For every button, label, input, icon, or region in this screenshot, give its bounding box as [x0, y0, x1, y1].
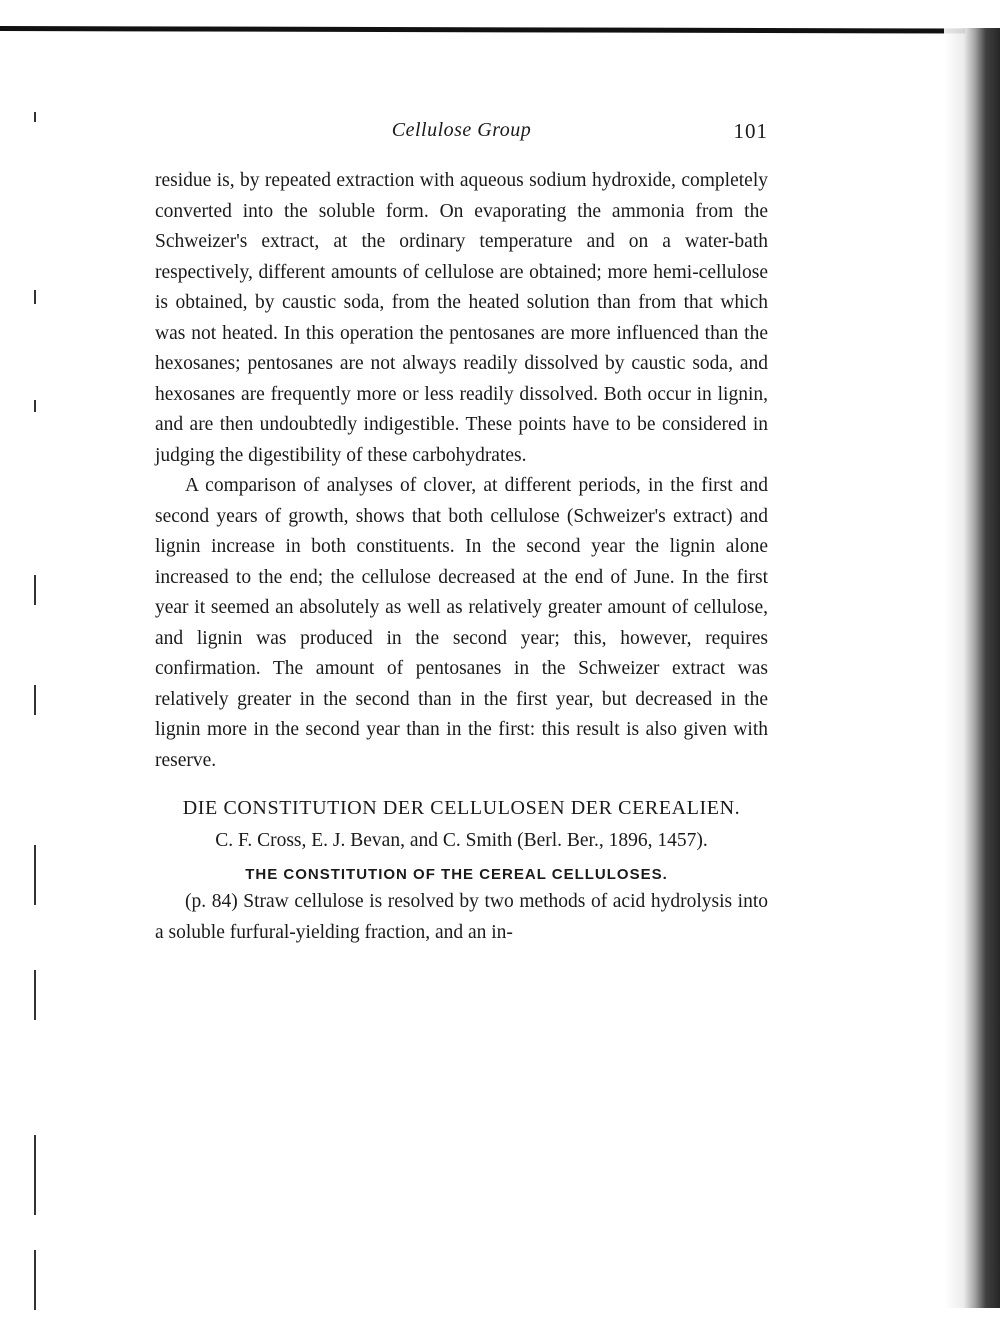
section-german-title: DIE CONSTITUTION DER CELLULOSEN DER CEREALIEN. — [182, 797, 741, 819]
section-english-title: THE CONSTITUTION OF THE CEREAL CELLULOSES. — [245, 866, 668, 883]
page-number: 101 — [733, 119, 768, 143]
section-authors: C. F. Cross, E. J. Bevan, and C. Smith (Berl. Ber., 1896, 1457). — [215, 830, 708, 851]
body-paragraph-2: A comparison of analyses of clover, at different periods, in the first and second years of growth, shows that both cellulose (Schweizer's extract) and lignin increase in both constituents. In the second year the lignin alone increased to the end; the cellulose decreased at the end of June. In the first year it seemed an absolutely as well as relatively greater amount of cellulose, and lignin was produced in the second year; this, however, requires confirmation. The amount of pentosanes in the Schweizer extract was relatively greater in the second than in the first year, but decreased in the lignin more in the second year than in the first: this result is also given with reserve. — [155, 475, 768, 771]
page-header — [155, 115, 768, 151]
page-edge-shadow — [944, 28, 1000, 1308]
running-title: Cellulose Group — [391, 119, 532, 141]
section-paragraph: (p. 84) Straw cellulose is resolved by two methods of acid hydrolysis into a soluble furfural-yielding fraction, and an in- — [155, 891, 768, 943]
binding-marks — [28, 100, 48, 1310]
body-paragraph-1: residue is, by repeated extraction with aqueous sodium hydroxide, completely converted into the soluble form. On evaporating the ammonia from the Schweizer's extract, at the ordinary temperature and on a water-bath respectively, different amounts of cellulose are obtained; more hemi-cellulose is obtained, by caustic soda, from the heated solution than from that which was not heated. In this operation the pentosanes are more influenced than the hexosanes; pentosanes are not always readily dissolved by caustic soda, and hexosanes are frequently more or less readily dissolved. Both occur in lignin, and are then undoubtedly indigestible. These points have to be considered in judging the digestibility of these carbohydrates. — [155, 170, 768, 466]
page-body — [155, 166, 768, 948]
top-rule — [0, 26, 965, 34]
